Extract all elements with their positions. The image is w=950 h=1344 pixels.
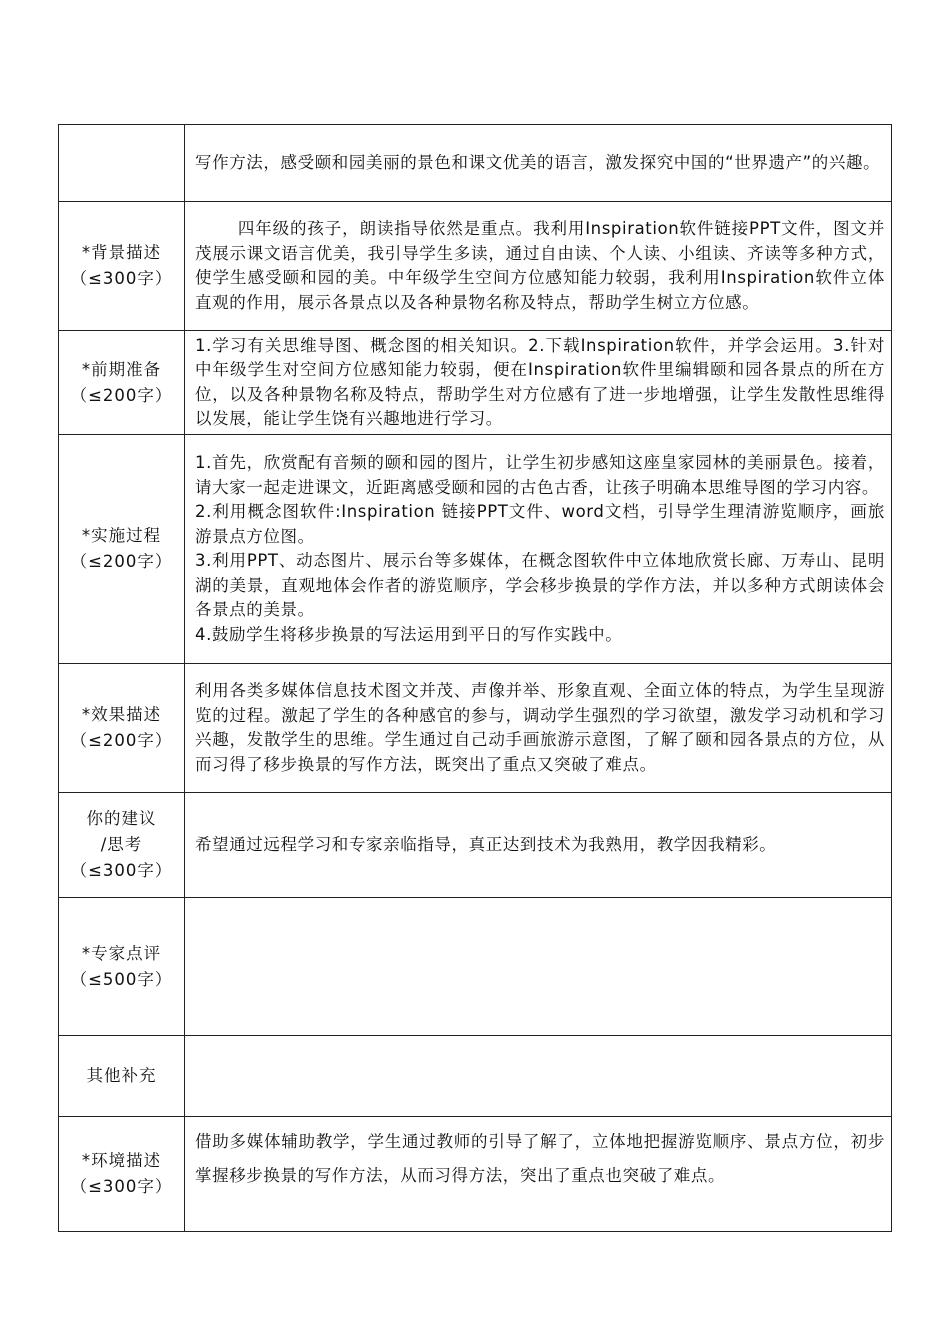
teaching-case-table [58,124,892,1232]
table-row [59,331,892,435]
row-label [59,793,185,898]
label-line: （≤200字） [70,385,173,405]
table-row [59,435,892,664]
label-line: （≤300字） [70,861,173,880]
row-label [59,664,185,793]
content-paragraph: 1.学习有关思维导图、概念图的相关知识。2.下载Inspiration软件，并学会运用。3.针对中年级学生对空间方位感知能力较弱，便在Inspiration软件里编辑颐和园各景点的所在方位，以及各种景物名称及特点，帮助学生对方位感有了进一步地增强，让学生发散性思维得以发展，能让学生饶有兴趣地进行学习。 [195,335,885,428]
content-paragraph: 利用各类多媒体信息技术图文并茂、声像并举、形象直观、全面立体的特点，为学生呈现游览的过程。激起了学生的各种感官的参与，调动学生强烈的学习欲望，激发学习动机和学习兴趣，发散学生的思维。学生通过自己动手画旅游示意图，了解了颐和园各景点的方位，从而习得了移步换景的写作方法，既突出了重点又突破了难点。 [195,681,885,774]
label-line: *实施过程 [81,526,162,545]
row-label [59,331,185,435]
label-line: （≤200字） [70,731,173,750]
table-row [59,125,892,202]
row-label [59,435,185,664]
content-paragraph: 写作方法，感受颐和园美丽的景色和课文优美的语言，激发探究中国的“世界遗产”的兴趣。 [195,152,881,172]
row-content [185,664,892,793]
table-row [59,1117,892,1232]
form-page [58,124,892,1232]
content-paragraph: 3.利用PPT、动态图片、展示台等多媒体，在概念图软件中立体地欣赏长廊、万寿山、昆明湖的美景，直观地体会作者的游览顺序，学会移步换景的学作方法，并以多种方式朗读体会各景点的美景。 [195,551,885,619]
label-line: （≤300字） [70,1177,173,1196]
row-content [185,202,892,331]
row-label [59,1117,185,1232]
label-line: 其他补充 [86,1066,157,1085]
row-content [185,125,892,202]
label-line: （≤200字） [70,552,173,571]
label-line: （≤300字） [70,269,173,288]
table-row [59,793,892,898]
content-paragraph: 2.利用概念图软件:Inspiration 链接PPT文件、word文档，引导学生理清游览顺序，画旅游景点方位图。 [195,502,885,546]
label-line: 你的建议 [86,809,157,828]
row-content-empty [185,1036,892,1117]
row-label [59,202,185,331]
label-line: *背景描述 [81,243,162,262]
label-line: *专家点评 [81,943,162,963]
table-row [59,1036,892,1117]
row-label-empty [59,125,185,202]
table-row [59,664,892,793]
label-line: *环境描述 [81,1151,162,1170]
content-paragraph: 借助多媒体辅助教学，学生通过教师的引导了解了，立体地把握游览顺序、景点方位，初步掌握移步换景的写作方法，从而习得方法，突出了重点也突破了难点。 [195,1132,885,1185]
content-paragraph: 4.鼓励学生将移步换景的写法运用到平日的写作实践中。 [195,624,623,644]
row-content [185,1117,892,1232]
label-line: *前期准备 [81,359,162,379]
content-paragraph: 1.首先，欣赏配有音频的颐和园的图片，让学生初步感知这座皇家园林的美丽景色。接着，请大家一起走进课文，近距离感受颐和园的古色古香，让孩子明确本思维导图的学习内容。 [195,453,885,497]
table-row [59,898,892,1036]
content-paragraph: 希望通过远程学习和专家亲临指导，真正达到技术为我熟用，教学因我精彩。 [195,834,777,854]
row-content [185,331,892,435]
row-content [185,435,892,664]
table-row [59,202,892,331]
row-content-empty [185,898,892,1036]
row-label [59,898,185,1036]
label-line: *效果描述 [81,705,162,724]
row-label [59,1036,185,1117]
content-paragraph: 四年级的孩子，朗读指导依然是重点。我利用Inspiration软件链接PPT文件，图文并茂展示课文语言优美，我引导学生多读，通过自由读、个人读、小组读、齐读等多种方式，使学生感受颐和园的美。中年级学生空间方位感知能力较弱，我利用Inspiration软件立体直观的作用，展示各景点以及各种景物名称及特点，帮助学生树立方位感。 [195,219,885,312]
row-content [185,793,892,898]
label-line: /思考 [100,835,143,854]
label-line: （≤500字） [70,969,173,989]
